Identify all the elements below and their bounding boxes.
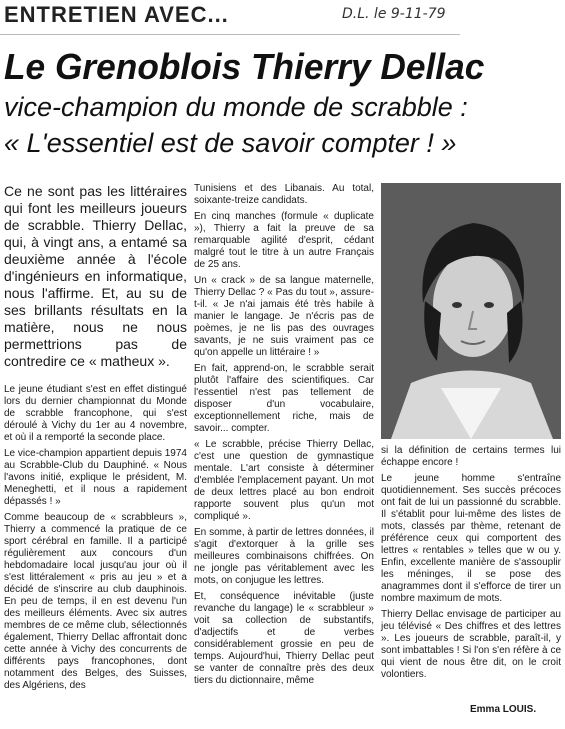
paragraph: Thierry Dellac envisage de participer au jeu télévisé « Des chiffres et des lettres ». Les joueurs de scrabble, paraît-il, y sont imbattables ! Si l'on s'en réfère à ce qui vient de nous être dit, on le croit volontiers.	[381, 609, 561, 680]
paragraph: Le vice-champion appartient depuis 1974 au Scrabble-Club du Dauphiné. « Nous l'avons initié, explique le président, M. Meneghetti, et il nous a rapidement dépassés ! »	[4, 448, 187, 507]
author-signature: Emma LOUIS.	[470, 704, 537, 715]
paragraph: Le jeune étudiant s'est en effet distingué lors du dernier championnat du Monde de scrabble francophone, qui s'est déroulé à Vichy du 1er au 4 novembre, et où il a remporté la seconde place.	[4, 384, 187, 443]
paragraph: En fait, apprend-on, le scrabble serait plutôt l'affaire des scientifiques. Car l'essentiel n'est pas tellement de disposer d'un vocabulaire, exceptionnellement riche, mais de savoir... compter.	[194, 363, 374, 434]
paragraph: « Le scrabble, précise Thierry Dellac, c'est une question de gymnastique mentale. L'art consiste à déterminer d'emblée l'emplacement payant. Un mot de deux lettres placé au bon endroit rapporte souvent plus qu'un mot compliqué ».	[194, 439, 374, 522]
section-kicker: ENTRETIEN AVEC...	[4, 2, 229, 27]
paragraph: Un « crack » de sa langue maternelle, Thierry Dellac ? « Pas du tout », assure-t-il. « Je n'ai jamais été très habile à manier le langage. Je n'écris pas de poèmes, je ne lis pas des ouvrages savants, je ne suis vraiment pas ce qu'on appelle un littéraire ! »	[194, 275, 374, 358]
paragraph: si la définition de certains termes lui échappe encore !	[381, 445, 561, 468]
headline-line-1: Le Grenoblois Thierry Dellac	[4, 46, 485, 87]
handwritten-date: D.L. le 9-11-79	[342, 6, 446, 22]
portrait-illustration	[381, 183, 561, 439]
paragraph: En cinq manches (formule « duplicate »), Thierry a fait la preuve de sa remarquable agilité d'esprit, cédant malgré tout le titre à un autre Français de 25 ans.	[194, 211, 374, 270]
column-3	[381, 445, 561, 685]
column-1	[4, 384, 187, 696]
paragraph: Comme beaucoup de « scrabbleurs », Thierry a commencé la pratique de ce sport cérébral en famille. Il a participé régulièrement aux concours d'un hebdomadaire local jusqu'au jour où il s'est littéralement « pris au jeu » et a décidé de s'inscrire au club dauphinois. En peu de temps, il en est devenu l'un des meilleurs éléments. Avec six autres membres de ce même club, sélectionnés également, Thierry Dellac affrontait donc cette année à Vichy des concurrents de différents pays francophones, dont notamment des Belges, des Suisses, des Algériens, des	[4, 512, 187, 691]
kicker-rule	[0, 34, 460, 35]
paragraph: Et, conséquence inévitable (juste revanche du langage) le « scrabbleur » voit sa collection de substantifs, d'adjectifs et de verbes considérablement grossie en peu de temps. Aujourd'hui, Thierry Dellac peut se vanter de connaître près des deux tiers du dictionnaire, même	[194, 591, 374, 686]
portrait-photo	[381, 183, 561, 439]
headline-line-2: vice-champion du monde de scrabble :	[4, 92, 468, 122]
column-2	[194, 183, 374, 691]
paragraph: Le jeune homme s'entraîne quotidiennement. Ses succès précoces ont fait de lui un passionné du scrabble. Il s'établit pour lui-même des listes de mots, classés par thème, retenant de préférence ceux qui comportent des lettres « rentables » telles que w ou y. Enfin, excellente manière de s'assouplir les méninges, il se pose des anagrammes dont il s'efforce de tirer un nombre maximum de mots.	[381, 473, 561, 604]
headline-line-3: « L'essentiel est de savoir compter ! »	[4, 128, 457, 158]
lead-paragraph: Ce ne sont pas les littéraires qui font les meilleurs joueurs de scrabble. Thierry Dellac, qui, à vingt ans, a entamé sa deuxième année à l'école d'ingénieurs en informatique, nous l'affirme. Et, au su de ses brillants résultats en la matière, nous ne nous permettrions pas de contredire ce « matheux ».	[4, 183, 187, 369]
paragraph: Tunisiens et des Libanais. Au total, soixante-treize candidats.	[194, 183, 374, 206]
paragraph: En somme, à partir de lettres données, il s'agit d'extorquer à la grille ses meilleures combinaisons chiffrées. On ne jongle pas véritablement avec les mots, on conjugue les lettres.	[194, 527, 374, 586]
